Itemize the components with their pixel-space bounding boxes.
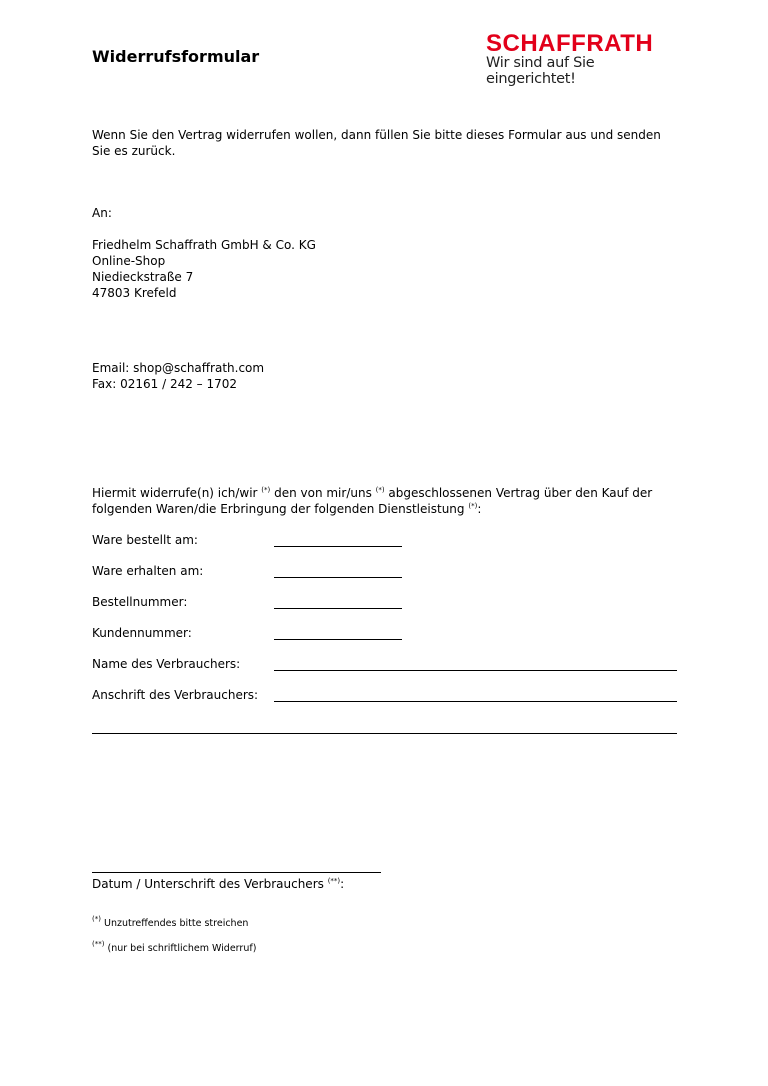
fax-text: Fax: 02161 / 242 – 1702 xyxy=(92,377,238,391)
field-label-ordered-date: Ware bestellt am: xyxy=(92,533,198,547)
signature-label xyxy=(92,876,344,892)
declaration-part: : xyxy=(477,502,482,516)
signature-label-text: Datum / Unterschrift des Verbrauchers xyxy=(92,877,328,891)
declaration-part: abgeschlossenen Vertrag über den Kauf der folgenden Waren/die Erbringung der folgenden Dienstleistung xyxy=(92,486,653,516)
footnote-text: Unzutreffendes bitte streichen xyxy=(100,918,249,929)
logo-brand: SCHAFFRATH xyxy=(486,30,654,57)
consumer-address-line[interactable] xyxy=(274,701,677,702)
intro-text: Wenn Sie den Vertrag widerrufen wollen, dann füllen Sie bitte dieses Formular aus und senden Sie es zurück. xyxy=(92,128,661,158)
ordered-date-line[interactable] xyxy=(274,546,402,547)
footnote-text: (nur bei schriftlichem Widerruf) xyxy=(104,943,257,954)
footnote-mark: (**) xyxy=(327,877,341,885)
recipient-label: An: xyxy=(92,206,112,220)
footnote-mark: (*) xyxy=(468,502,478,510)
order-number-line[interactable] xyxy=(274,608,402,609)
consumer-name-line[interactable] xyxy=(274,670,677,671)
field-label-received-date: Ware erhalten am: xyxy=(92,564,204,578)
signature-label-suffix: : xyxy=(340,877,345,891)
footnote-mark: (*) xyxy=(92,915,101,923)
signature-line[interactable] xyxy=(92,872,381,873)
contact-info xyxy=(92,360,264,392)
consumer-address-line-2[interactable] xyxy=(92,733,677,734)
field-label-order-number: Bestellnummer: xyxy=(92,595,188,609)
page-title: Widerrufsformular xyxy=(92,47,260,66)
field-label-consumer-name: Name des Verbrauchers: xyxy=(92,657,241,671)
field-label-customer-number: Kundennummer: xyxy=(92,626,192,640)
recipient-address xyxy=(92,237,316,301)
address-line: Online-Shop xyxy=(92,254,166,268)
logo-slogan: Wir sind auf Sie eingerichtet! xyxy=(486,55,595,87)
declaration-text xyxy=(92,485,682,517)
address-line: Niedieckstraße 7 xyxy=(92,270,194,284)
email-text: Email: shop@schaffrath.com xyxy=(92,361,265,375)
customer-number-line[interactable] xyxy=(274,639,402,640)
footnote xyxy=(92,915,249,929)
company-logo xyxy=(486,32,678,87)
footnote xyxy=(92,940,257,954)
received-date-line[interactable] xyxy=(274,577,402,578)
address-line: Friedhelm Schaffrath GmbH & Co. KG xyxy=(92,238,316,252)
field-label-consumer-address: Anschrift des Verbrauchers: xyxy=(92,688,259,702)
footnote-mark: (*) xyxy=(261,486,271,494)
address-line: 47803 Krefeld xyxy=(92,286,177,300)
declaration-part: den von mir/uns xyxy=(270,486,376,500)
footnote-mark: (**) xyxy=(92,940,105,948)
declaration-part: Hiermit widerrufe(n) ich/wir xyxy=(92,486,262,500)
footnote-mark: (*) xyxy=(375,486,385,494)
